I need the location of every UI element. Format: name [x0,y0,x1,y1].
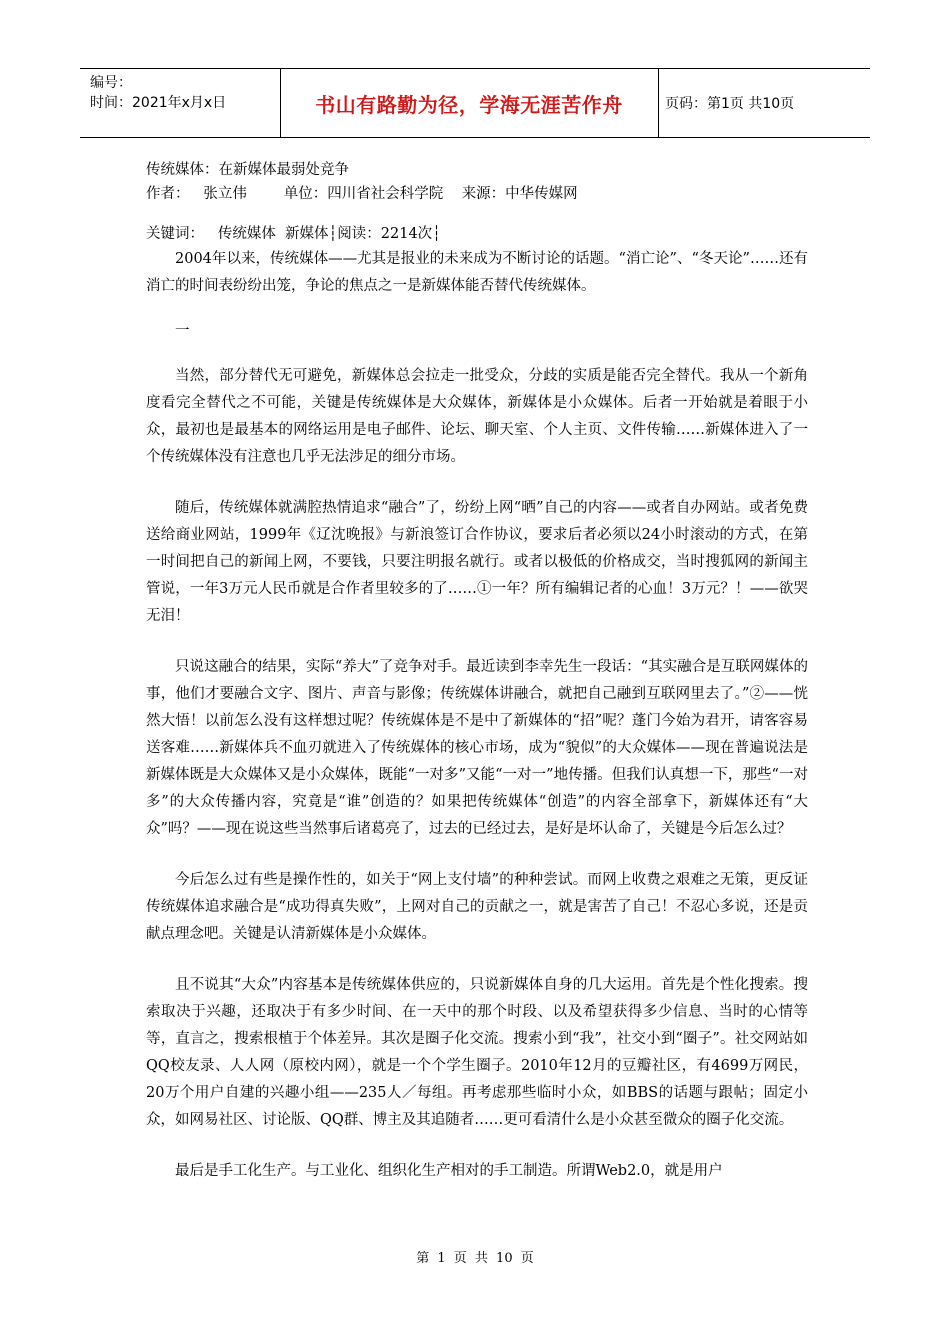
header-meta [90,73,280,113]
header-motto: 书山有路勤为径，学海无涯苦作舟 [315,92,623,117]
header-time: 时间：2021年x月x日 [90,95,227,111]
article-keywords: 关键词： 传统媒体 新媒体┆阅读：2214次┆ [146,226,441,242]
paragraph: 今后怎么过有些是操作性的，如关于“网上支付墙”的种种尝试。而网上收费之艰难之无策，更反证传统媒体追求融合是“成功得真失败”，上网对自己的贡献之一，就是害苦了自己！不忍心多说，还是贡献点理念吧。关键是认清新媒体是小众媒体。 [146,872,808,942]
paragraph: 且不说其“大众”内容基本是传统媒体供应的，只说新媒体自身的几大运用。首先是个性化搜索。搜索取决于兴趣，还取决于有多少时间、在一天中的那个时段、以及希望获得多少信息、当时的心情等等，直言之，搜索根植于个体差异。其次是圈子化交流。搜索小到“我”，社交小到“圈子”。社交网站如QQ校友录、人人网（原校内网），就是一个个学生圈子。2010年12月的豆瓣社区，有4699万网民，20万个用户自建的兴趣小组——235人／每组。再考虑那些临时小众，如BBS的话题与跟帖；固定小众，如网易社区、讨论版、QQ群、博主及其追随者……更可看清什么是小众甚至微众的圈子化交流。 [146,977,808,1128]
page-footer: 第 1 页 共 10 页 [416,1251,534,1266]
paragraph: 最后是手工化生产。与工业化、组织化生产相对的手工制造。所谓Web2.0，就是用户 [175,1163,723,1179]
section-number: 一 [175,323,190,339]
article-byline: 作者： 张立伟 单位：四川省社会科学院 来源：中华传媒网 [146,186,578,202]
paragraph: 2004年以来，传统媒体——尤其是报业的未来成为不断讨论的话题。“消亡论”、“冬天论”……还有消亡的时间表纷纷出笼，争论的焦点之一是新媒体能否替代传统媒体。 [146,251,808,294]
header-divider [658,69,659,137]
paragraph: 当然，部分替代无可避免，新媒体总会拉走一批受众，分歧的实质是能否完全替代。我从一个新角度看完全替代之不可能，关键是传统媒体是大众媒体，新媒体是小众媒体。后者一开始就是着眼于小众，最初也是最基本的网络运用是电子邮件、论坛、聊天室、个人主页、文件传输……新媒体进入了一个传统媒体没有注意也几乎无法涉足的细分市场。 [146,368,808,465]
article-title: 传统媒体：在新媒体最弱处竞争 [146,162,349,178]
paragraph: 只说这融合的结果，实际“养大”了竞争对手。最近读到李幸先生一段话：“其实融合是互联网媒体的事，他们才要融合文字、图片、声音与影像；传统媒体讲融合，就把自己融到互联网里去了。”②——恍然大悟！以前怎么没有这样想过呢？传统媒体是不是中了新媒体的“招”呢？蓬门今始为君开，请客容易送客难……新媒体兵不血刃就进入了传统媒体的核心市场，成为“貌似”的大众媒体——现在普遍说法是新媒体既是大众媒体又是小众媒体，既能“一对多”又能“一对一”地传播。但我们认真想一下，那些“一对多”的大众传播内容，究竟是“谁”创造的？如果把传统媒体“创造”的内容全部拿下，新媒体还有“大众”吗？——现在说这些当然事后诸葛亮了，过去的已经过去，是好是坏认命了，关键是今后怎么过？ [146,659,808,837]
paragraph: 随后，传统媒体就满腔热情追求“融合”了，纷纷上网“晒”自己的内容——或者自办网站。或者免费送给商业网站，1999年《辽沈晚报》与新浪签订合作协议，要求后者必须以24小时滚动的方式，在第一时间把自己的新闻上网，不要钱，只要注明报名就行。或者以极低的价格成交，当时搜狐网的新闻主管说，一年3万元人民币就是合作者里较多的了……①一年？所有编辑记者的心血！3万元？！——欲哭无泪！ [146,500,808,624]
document-header [80,68,870,138]
header-page-info: 页码：第1页 共10页 [665,96,795,112]
article-body [146,158,808,1185]
header-number: 编号： [90,75,132,91]
